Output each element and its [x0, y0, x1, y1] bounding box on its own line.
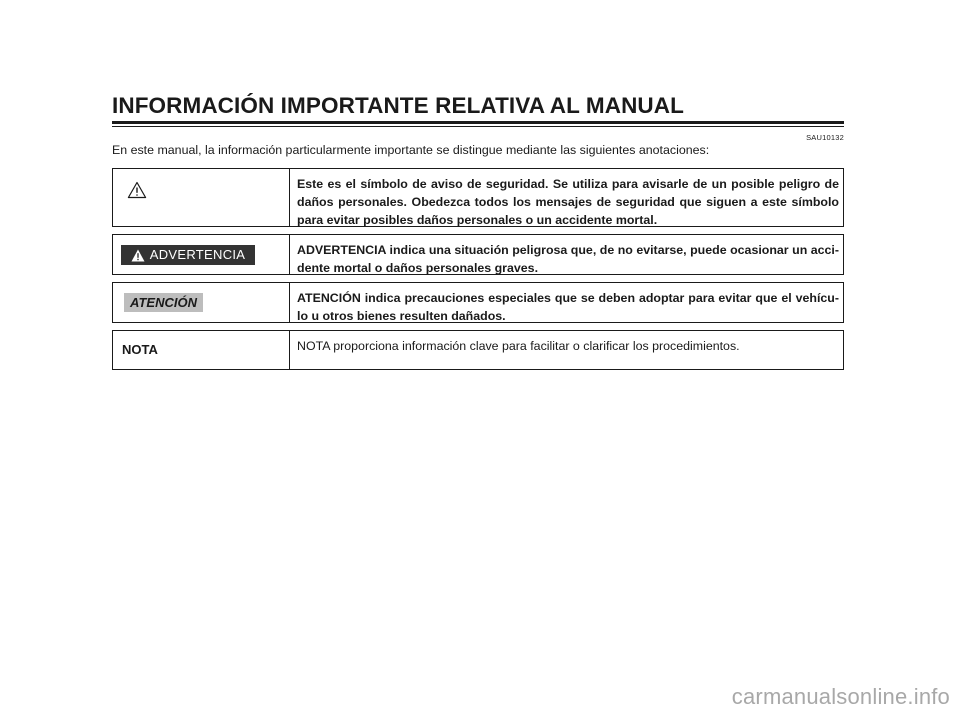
advertencia-badge — [121, 245, 255, 265]
section-code: SAU10132 — [806, 133, 844, 142]
notice-nota — [112, 330, 844, 370]
advertencia-label: ADVERTENCIA — [149, 247, 246, 262]
intro-text: En este manual, la información particularmente importante se distingue mediante las siguientes anotaciones: — [112, 143, 710, 157]
page-title: INFORMACIÓN IMPORTANTE RELATIVA AL MANUAL — [112, 93, 684, 118]
notice-description: NOTA proporciona información clave para facilitar o clarificar los procedimientos. — [297, 339, 740, 353]
notice-divider — [289, 235, 290, 274]
notice-description: ATENCIÓN indica precauciones especiales que se deben adoptar para evitar que el vehícu- lo u otros bienes resulten dañados. — [297, 291, 839, 323]
notice-divider — [289, 283, 290, 322]
warning-triangle-icon — [127, 181, 147, 199]
notice-advertencia — [112, 234, 844, 275]
atencion-badge: ATENCIÓN — [124, 293, 203, 312]
title-rule-thick — [112, 121, 844, 124]
title-rule-thin — [112, 126, 844, 127]
notice-safety-symbol — [112, 168, 844, 227]
nota-label: NOTA — [122, 342, 158, 357]
notice-description: ADVERTENCIA indica una situación peligrosa que, de no evitarse, puede ocasionar un acci- dente mortal o daños personales graves. — [297, 243, 839, 275]
watermark: carmanualsonline.info — [731, 684, 950, 709]
notice-divider — [289, 169, 290, 226]
warning-triangle-icon — [131, 249, 145, 262]
notice-description: Este es el símbolo de aviso de seguridad. Se utiliza para avisarle de un posible peligro de daños personales. Obedezca todos los mensajes de seguridad que siguen a este símbolo para evitar posibles daños personales o un accidente mortal. — [297, 177, 839, 227]
notice-atencion — [112, 282, 844, 323]
notice-divider — [289, 331, 290, 369]
